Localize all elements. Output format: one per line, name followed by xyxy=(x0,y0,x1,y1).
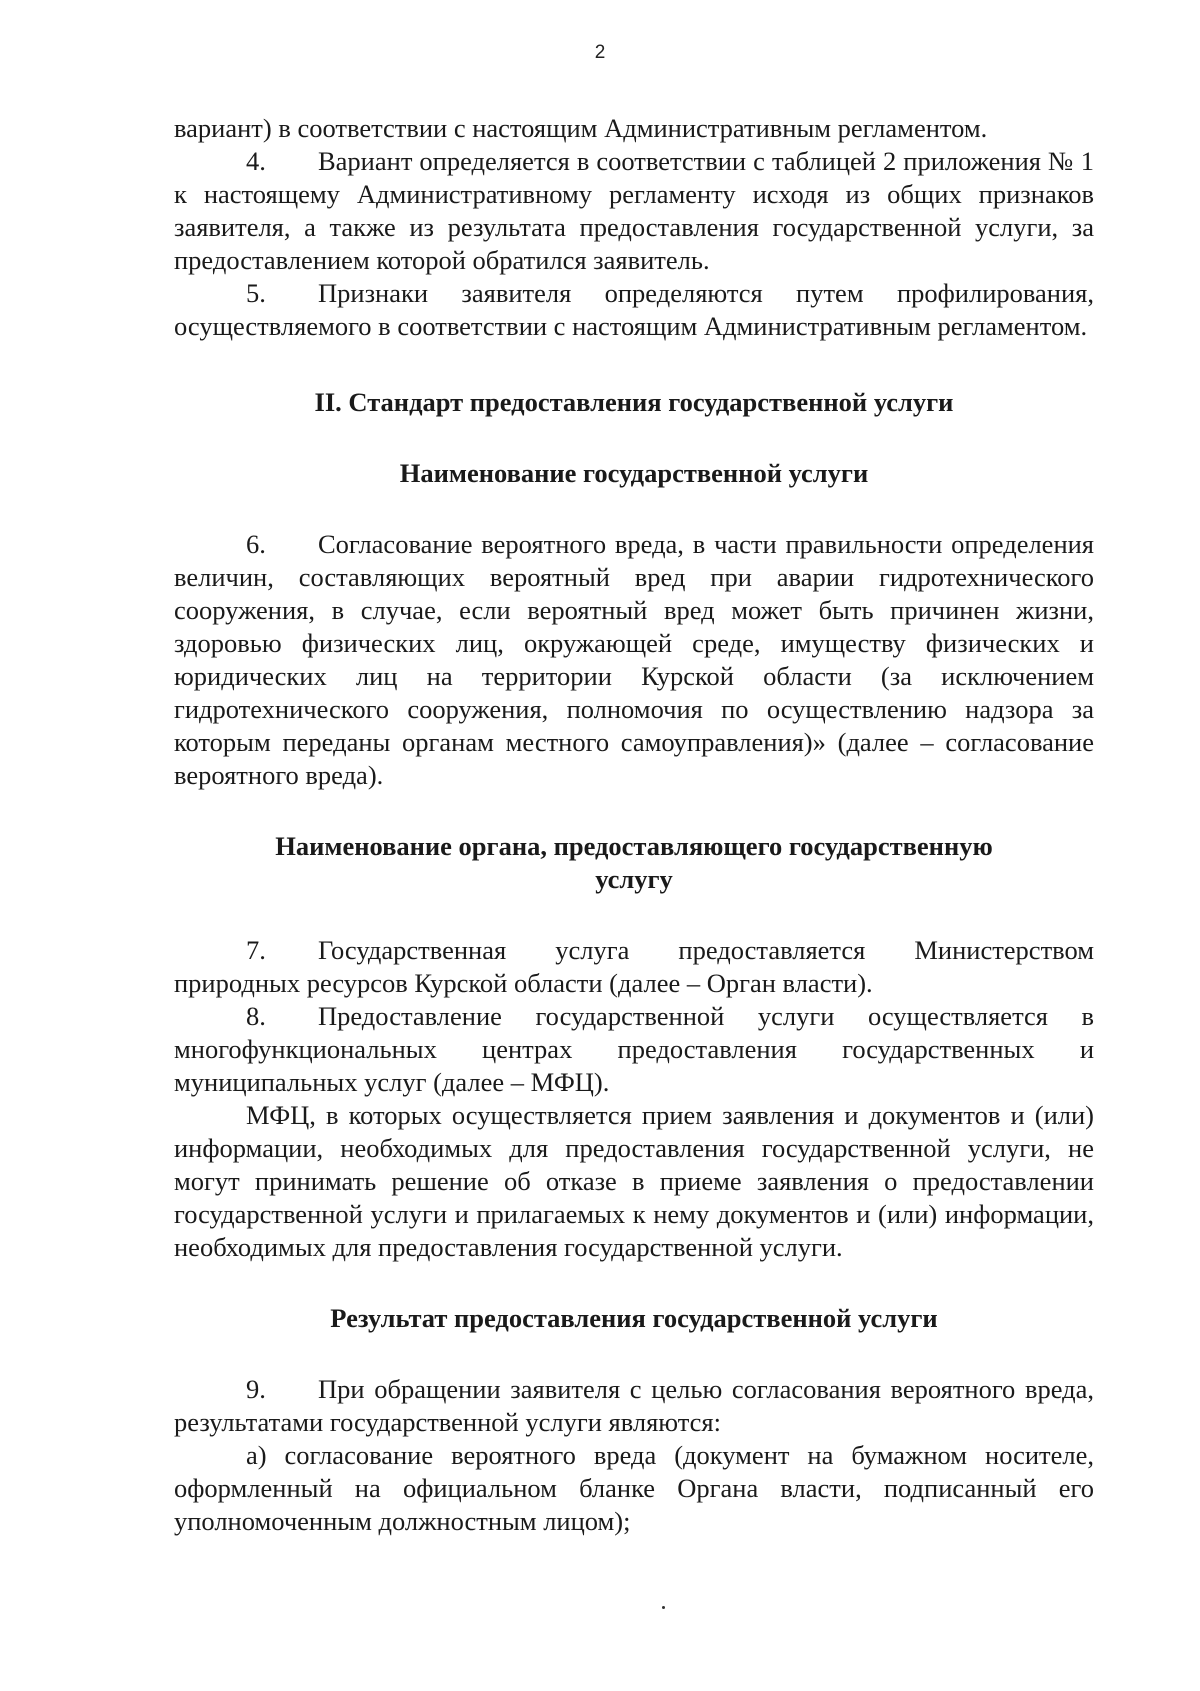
paragraph-9-number: 9. xyxy=(246,1374,266,1404)
authority-name-heading-line2: услугу xyxy=(595,864,673,894)
paragraph-5 xyxy=(174,277,1094,343)
paragraph-4-number: 4. xyxy=(246,146,266,176)
document-body xyxy=(174,112,1094,1538)
paragraph-variant-end: вариант) в соответствии с настоящим Административным регламентом. xyxy=(174,113,988,143)
paragraph-4 xyxy=(174,145,1094,277)
paragraph-7-number: 7. xyxy=(246,935,266,965)
paragraph-8-mfc: МФЦ, в которых осуществляется прием заявления и документов и (или) информации, необходимых для предоставления государственной услуги, не могут принимать решение об отказе в приеме заявления о предоставлении государственной услуги и прилагаемых к нему документов и (или) информации, необходимых для предоставления государственной услуги. xyxy=(174,1100,1094,1262)
authority-name-heading xyxy=(174,830,1094,896)
paragraph-8-text: Предоставление государственной услуги осуществляется в многофункциональных центрах предоставления государственных и муниципальных услуг (далее – МФЦ). xyxy=(174,1001,1094,1097)
page-number: 2 xyxy=(594,42,606,63)
scan-speck xyxy=(662,1606,665,1609)
paragraph-5-text: Признаки заявителя определяются путем профилирования, осуществляемого в соответствии с настоящим Административным регламентом. xyxy=(174,278,1094,341)
paragraph-7 xyxy=(174,934,1094,1000)
paragraph-8-number: 8. xyxy=(246,1001,266,1031)
paragraph-6-text: Согласование вероятного вреда, в части правильности определения величин, составляющих вероятный вред при аварии гидротехнического сооружения, в случае, если вероятный вред может быть причинен жизни, здоровью физических лиц, окружающей среде, имуществу физических и юридических лиц на территории Курской области (за исключением гидротехнического сооружения, полномочия по осуществлению надзора за которым переданы органам местного самоуправления)» (далее – согласование вероятного вреда). xyxy=(174,529,1094,790)
service-name-heading: Наименование государственной услуги xyxy=(399,458,869,488)
paragraph-6-number: 6. xyxy=(246,529,266,559)
paragraph-4-text: Вариант определяется в соответствии с таблицей 2 приложения № 1 к настоящему Административному регламенту исходя из общих признаков заявителя, а также из результата предоставления государственной услуги, за предоставлением которой обратился заявитель. xyxy=(174,146,1094,275)
paragraph-8 xyxy=(174,1000,1094,1099)
paragraph-9a: а) согласование вероятного вреда (документ на бумажном носителе, оформленный на официальном бланке Органа власти, подписанный его уполномоченным должностным лицом); xyxy=(174,1440,1094,1536)
paragraph-6 xyxy=(174,528,1094,792)
section-ii-heading: II. Стандарт предоставления государственной услуги xyxy=(314,387,954,417)
paragraph-9-text: При обращении заявителя с целью согласования вероятного вреда, результатами государственной услуги являются: xyxy=(174,1374,1094,1437)
paragraph-9 xyxy=(174,1373,1094,1439)
authority-name-heading-line1: Наименование органа, предоставляющего государственную xyxy=(275,831,993,861)
paragraph-5-number: 5. xyxy=(246,278,266,308)
paragraph-7-text: Государственная услуга предоставляется Министерством природных ресурсов Курской области (далее – Орган власти). xyxy=(174,935,1094,998)
result-heading: Результат предоставления государственной услуги xyxy=(330,1303,938,1333)
